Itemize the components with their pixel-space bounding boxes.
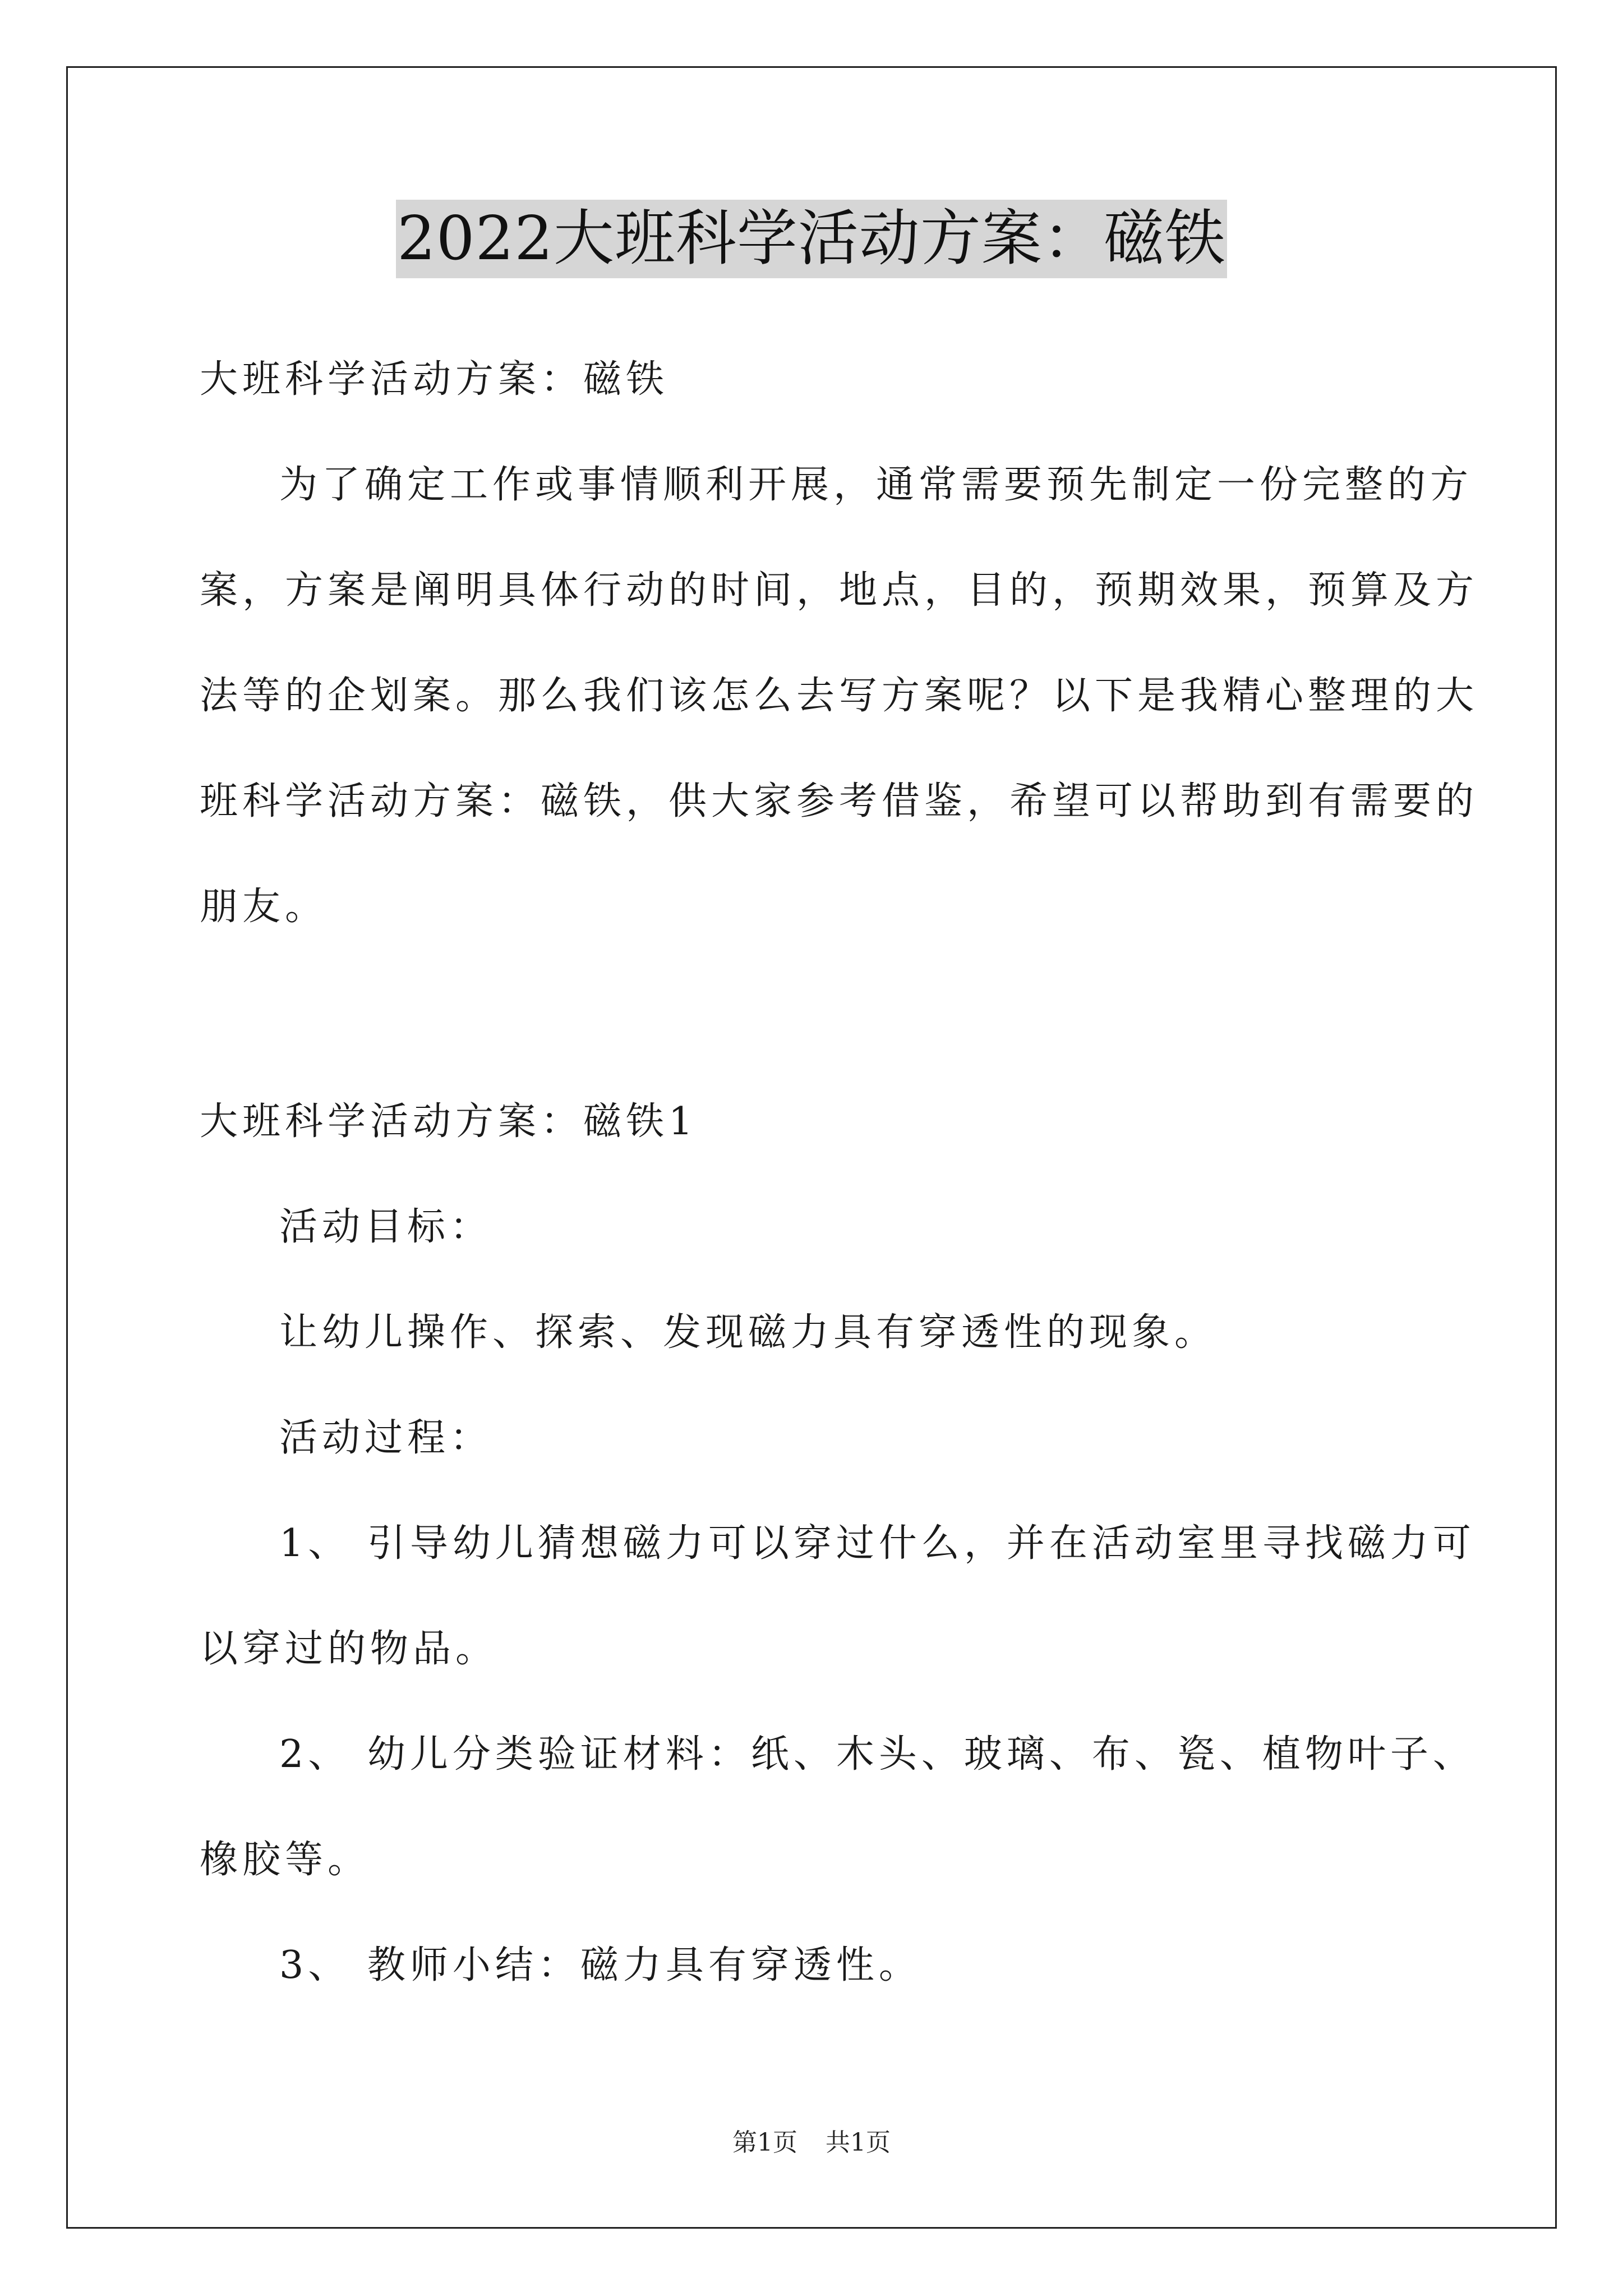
step-1-line-2: 以穿过的物品。 [200,1627,499,1671]
intro-line-2: 案，方案是阐明具体行动的时间，地点，目的，预期效果，预算及方 [200,568,1479,613]
intro-line-4: 班科学活动方案：磁铁，供大家参考借鉴，希望可以帮助到有需要的 [200,779,1479,823]
step-3: 3、 教师小结：磁力具有穿透性。 [279,1943,921,1987]
intro-line-5: 朋友。 [200,885,328,929]
step-2-line-2: 橡胶等。 [200,1838,371,1882]
page-number-total: 共1页 [826,2128,891,2157]
title-container [0,200,1623,278]
step-2-line-1: 2、 幼儿分类验证材料：纸、木头、玻璃、布、瓷、植物叶子、 [279,1732,1476,1777]
subtitle: 大班科学活动方案：磁铁 [200,357,669,402]
intro-line-1: 为了确定工作或事情顺利开展，通常需要预先制定一份完整的方 [279,463,1473,507]
document-title: 2022大班科学活动方案：磁铁 [396,200,1227,278]
page-number-current: 第1页 [732,2128,797,2157]
page-footer [0,2126,1623,2160]
process-label: 活动过程： [279,1416,493,1460]
goal-label: 活动目标： [279,1205,493,1249]
step-1-line-1: 1、 引导幼儿猜想磁力可以穿过什么，并在活动室里寻找磁力可 [279,1521,1476,1566]
intro-line-3: 法等的企划案。那么我们该怎么去写方案呢？以下是我精心整理的大 [200,674,1479,718]
goal-text: 让幼儿操作、探索、发现磁力具有穿透性的现象。 [279,1310,1218,1355]
section-heading: 大班科学活动方案：磁铁1 [200,1099,698,1144]
